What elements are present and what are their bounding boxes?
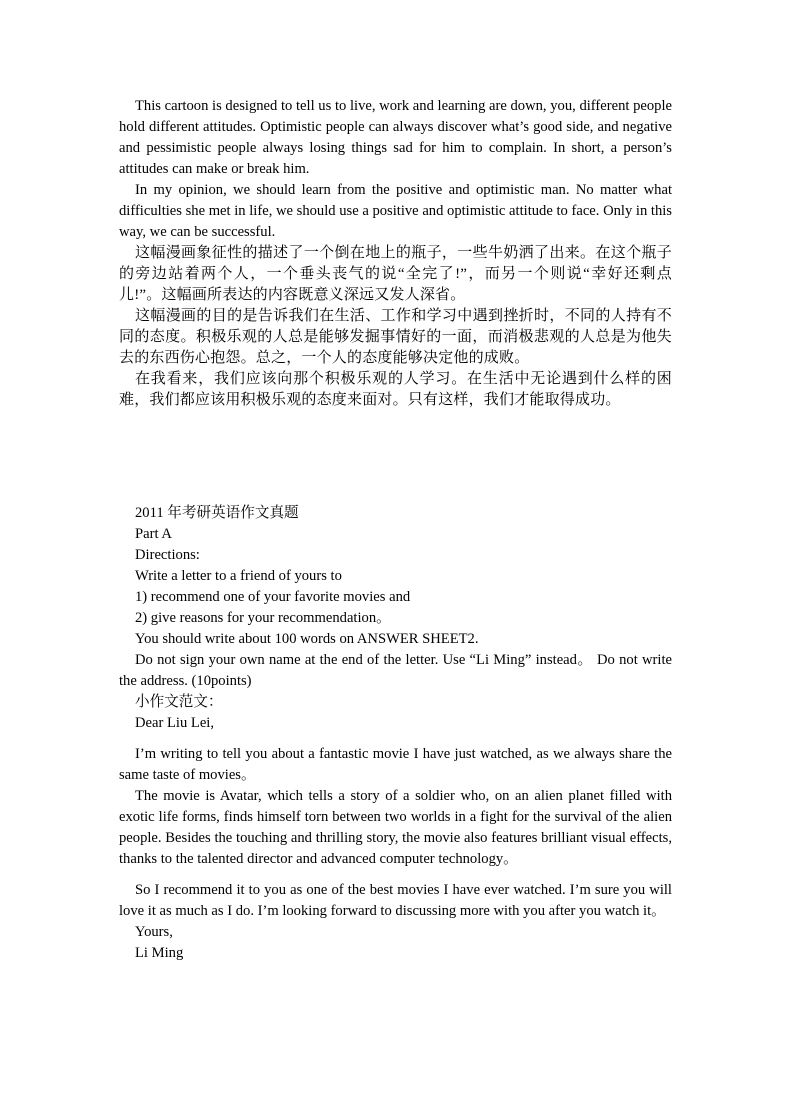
essay-paragraph-2: In my opinion, we should learn from the positive and optimistic man. No matter what difficulties she met in life, we should use a positive and optimistic attitude to face. Only in this way, we can be successful.: [119, 182, 672, 240]
exam-direction-3: 2) give reasons for your recommendation。: [135, 610, 391, 626]
essay-paragraph-1: This cartoon is designed to tell us to live, work and learning are down, you, different people hold different attitudes. Optimistic people can always discover what’s good side, and negative and pessimistic people always losing things sad for him to complain. In short, a person’s attitudes can make or break him.: [119, 98, 672, 177]
letter-paragraph-3: So I recommend it to you as one of the best movies I have ever watched. I’m sure you will love it as much as I do. I’m looking forward to discussing more with you after you watch it。: [119, 882, 672, 919]
letter-gap-1: [119, 734, 672, 744]
exam-directions-label: Directions:: [135, 547, 200, 563]
exam-part: Part A: [135, 526, 172, 542]
exam-direction-1: Write a letter to a friend of yours to: [135, 568, 342, 584]
essay-chinese-paragraph-3: 在我看来，我们应该向那个积极乐观的人学习。在生活中无论遇到什么样的困难，我们都应该用积极乐观的态度来面对。只有这样，我们才能取得成功。: [119, 371, 672, 408]
exam-direction-4: You should write about 100 words on ANSWER SHEET2.: [135, 631, 479, 647]
letter-greeting: Dear Liu Lei,: [135, 715, 215, 731]
essay-chinese-paragraph-2: 这幅漫画的目的是告诉我们在生活、工作和学习中遇到挫折时，不同的人持有不同的态度。积极乐观的人总是能够发掘事情好的一面，而消极悲观的人总是为他失去的东西伤心抱怨。总之，一个人的态度能够决定他的成败。: [119, 308, 672, 366]
letter-closing: Yours,: [135, 924, 173, 940]
letter-paragraph-1: I’m writing to tell you about a fantastic movie I have just watched, as we always share the same taste of movies。: [119, 746, 672, 783]
sample-essay-label: 小作文范文：: [135, 694, 223, 710]
exam-direction-5: Do not sign your own name at the end of the letter. Use “Li Ming” instead。 Do not write the address. (10points): [119, 652, 672, 689]
letter-paragraph-2: The movie is Avatar, which tells a story of a soldier who, on an alien planet filled with exotic life forms, finds himself torn between two worlds in a fight for the survival of the alien people. Besides the touching and thrilling story, the movie also features brilliant visual effects, thanks to the talented director and advanced computer technology。: [119, 788, 672, 867]
section-gap: [119, 411, 672, 503]
letter-gap-2: [119, 870, 672, 880]
essay-chinese-paragraph-1: 这幅漫画象征性的描述了一个倒在地上的瓶子，一些牛奶洒了出来。在这个瓶子的旁边站着两个人，一个垂头丧气的说“全完了!”，而另一个则说“幸好还剩点儿!”。这幅画所表达的内容既意义深远又发人深省。: [119, 245, 672, 303]
exam-title: 2011 年考研英语作文真题: [135, 505, 299, 521]
document-page: [119, 96, 672, 964]
exam-direction-2: 1) recommend one of your favorite movies and: [135, 589, 411, 605]
letter-signature: Li Ming: [135, 945, 184, 961]
